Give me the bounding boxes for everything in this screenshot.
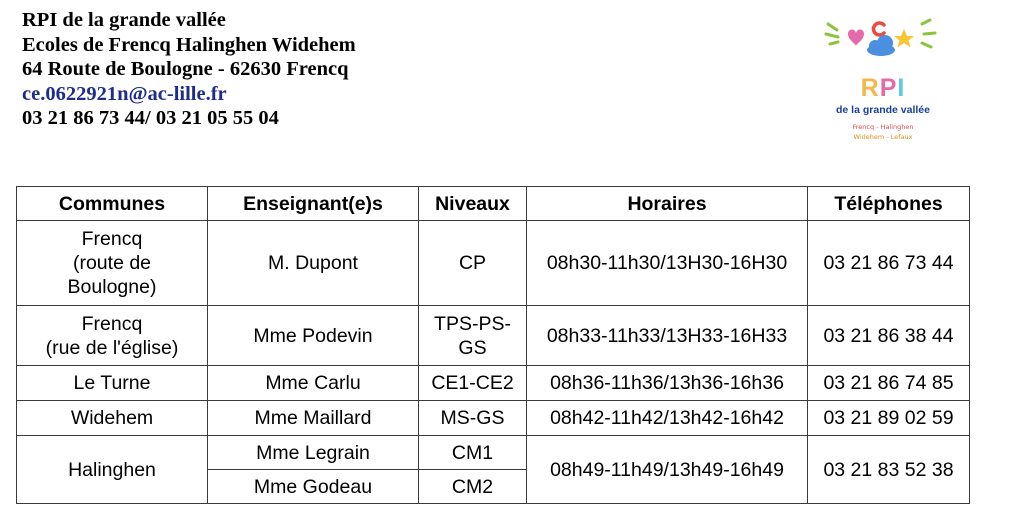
header-phones: Téléphones bbox=[808, 187, 970, 221]
schedule-table bbox=[16, 186, 970, 504]
table-row bbox=[17, 366, 970, 401]
logo-towns-line2: Widehem - Lefaux bbox=[853, 133, 913, 141]
commune-cell: Frencq (route de Boulogne) bbox=[17, 221, 208, 306]
table-header-row bbox=[17, 187, 970, 221]
phones-line: 03 21 86 73 44/ 03 21 05 55 04 bbox=[22, 107, 279, 129]
level-cell: CE1-CE2 bbox=[419, 366, 527, 401]
commune-cell: Le Turne bbox=[17, 366, 208, 401]
teacher-cell: Mme Carlu bbox=[208, 366, 419, 401]
hours-cell: 08h49-11h49/13h49-16h49 bbox=[527, 436, 808, 504]
teacher-cell: Mme Podevin bbox=[208, 306, 419, 366]
phone-cell: 03 21 86 38 44 bbox=[808, 306, 970, 366]
header-hours: Horaires bbox=[527, 187, 808, 221]
table-row bbox=[17, 401, 970, 436]
level-cell: MS-GS bbox=[419, 401, 527, 436]
commune-cell: Widehem bbox=[17, 401, 208, 436]
table-row bbox=[17, 221, 970, 306]
level-cell: CP bbox=[419, 221, 527, 306]
logo-title: RPI bbox=[860, 74, 906, 102]
level-cell: CM2 bbox=[419, 470, 527, 504]
hours-cell: 08h30-11h30/13H30-16H30 bbox=[527, 221, 808, 306]
address-line: 64 Route de Boulogne - 62630 Frencq bbox=[22, 58, 349, 80]
hours-cell: 08h36-11h36/13h36-16h36 bbox=[527, 366, 808, 401]
logo-doodles-icon bbox=[818, 12, 948, 72]
logo-towns-line1: Frencq - Halinghen bbox=[852, 123, 914, 131]
rpi-logo bbox=[818, 12, 948, 147]
level-cell: TPS-PS- GS bbox=[419, 306, 527, 366]
email-link[interactable]: ce.0622921n@ac-lille.fr bbox=[22, 82, 227, 105]
header-levels: Niveaux bbox=[419, 187, 527, 221]
commune-cell: Frencq (rue de l'église) bbox=[17, 306, 208, 366]
table-row bbox=[17, 306, 970, 366]
level-cell: CM1 bbox=[419, 436, 527, 470]
teacher-cell: Mme Godeau bbox=[208, 470, 419, 504]
logo-subtitle: de la grande vallée bbox=[836, 104, 930, 116]
schools-line: Ecoles de Frencq Halinghen Widehem bbox=[22, 33, 356, 56]
header-communes: Communes bbox=[17, 187, 208, 221]
school-header bbox=[22, 8, 356, 131]
phone-cell: 03 21 89 02 59 bbox=[808, 401, 970, 436]
hours-cell: 08h33-11h33/13H33-16H33 bbox=[527, 306, 808, 366]
teacher-cell: Mme Maillard bbox=[208, 401, 419, 436]
table-row bbox=[17, 436, 970, 470]
phone-cell: 03 21 86 73 44 bbox=[808, 221, 970, 306]
teacher-cell: M. Dupont bbox=[208, 221, 419, 306]
hours-cell: 08h42-11h42/13h42-16h42 bbox=[527, 401, 808, 436]
phone-cell: 03 21 83 52 38 bbox=[808, 436, 970, 504]
teacher-cell: Mme Legrain bbox=[208, 436, 419, 470]
header-teachers: Enseignant(e)s bbox=[208, 187, 419, 221]
org-name: RPI de la grande vallée bbox=[22, 9, 226, 31]
phone-cell: 03 21 86 74 85 bbox=[808, 366, 970, 401]
commune-cell: Halinghen bbox=[17, 436, 208, 504]
